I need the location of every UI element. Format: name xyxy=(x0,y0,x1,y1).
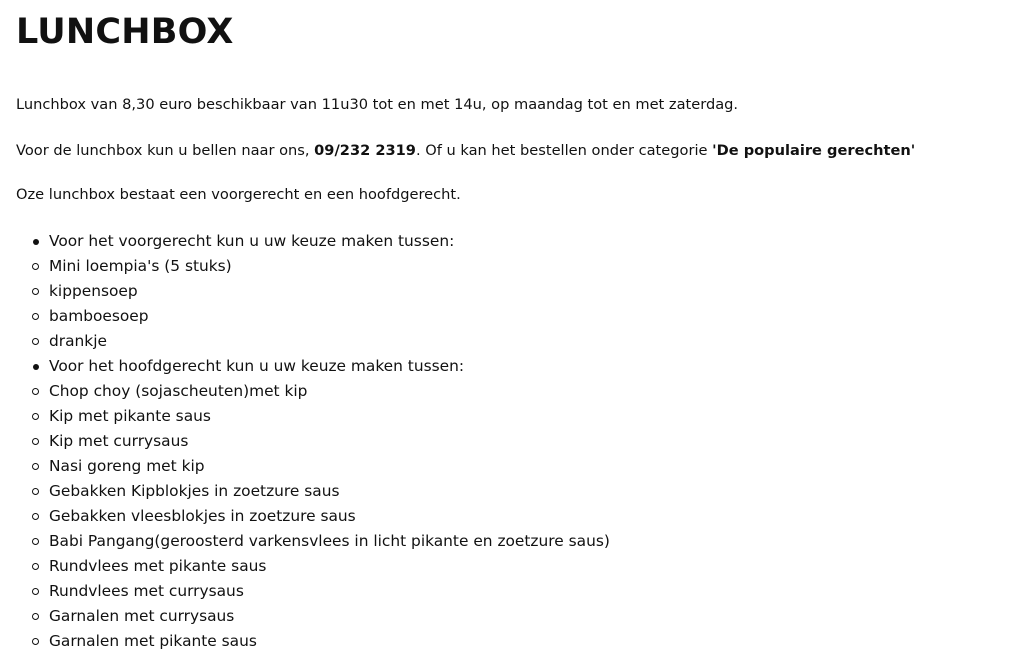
starter-item: drankje xyxy=(16,329,610,354)
order-info-middle: . Of u kan het bestellen onder categorie xyxy=(415,142,713,159)
main-course-item: Rundvlees met currysaus xyxy=(16,579,610,604)
page-title: LUNCHBOX xyxy=(16,12,234,52)
main-course-heading: Voor het hoofdgerecht kun u uw keuze maken tussen: xyxy=(16,354,610,379)
main-course-item: Garnalen met pikante saus xyxy=(16,629,610,654)
lunchbox-menu-list xyxy=(16,229,610,654)
intro-composition: Oze lunchbox bestaat een voorgerecht en een hoofdgerecht. xyxy=(16,186,461,203)
main-course-item: Kip met currysaus xyxy=(16,429,610,454)
phone-number: 09/232 2319 xyxy=(314,142,416,159)
order-info-prefix: Voor de lunchbox kun u bellen naar ons, xyxy=(16,142,315,159)
main-course-item: Babi Pangang(geroosterd varkensvlees in licht pikante en zoetzure saus) xyxy=(16,529,610,554)
starter-item: bamboesoep xyxy=(16,304,610,329)
main-course-item: Nasi goreng met kip xyxy=(16,454,610,479)
main-course-item: Gebakken Kipblokjes in zoetzure saus xyxy=(16,479,610,504)
starter-item: Mini loempia's (5 stuks) xyxy=(16,254,610,279)
main-course-item: Kip met pikante saus xyxy=(16,404,610,429)
starter-heading: Voor het voorgerecht kun u uw keuze maken tussen: xyxy=(16,229,610,254)
starter-item: kippensoep xyxy=(16,279,610,304)
main-course-item: Gebakken vleesblokjes in zoetzure saus xyxy=(16,504,610,529)
main-course-item: Rundvlees met pikante saus xyxy=(16,554,610,579)
intro-availability: Lunchbox van 8,30 euro beschikbaar van 11u30 tot en met 14u, op maandag tot en met zaterdag. xyxy=(16,96,739,113)
main-course-item: Garnalen met currysaus xyxy=(16,604,610,629)
category-name: 'De populaire gerechten' xyxy=(712,142,916,159)
main-course-item: Chop choy (sojascheuten)met kip xyxy=(16,379,610,404)
intro-order-info xyxy=(16,141,915,161)
